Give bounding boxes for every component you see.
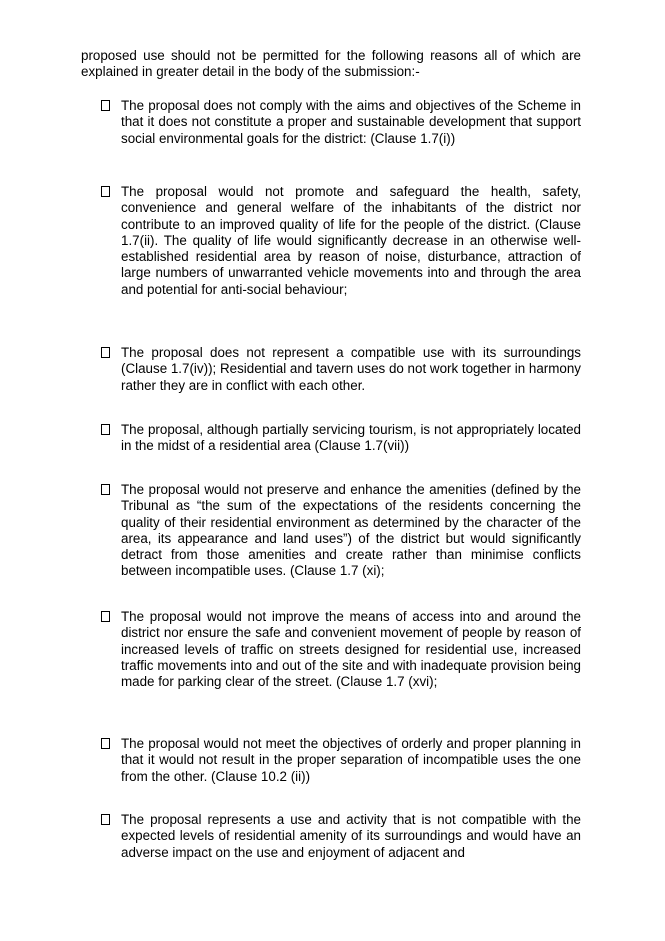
list-item-text: The proposal represents a use and activity that is not compatible with the expected levels of residential amenity of its surroundings and would have an adverse impact on the use and enjoyment of adjacent and [121, 812, 581, 860]
list-item-text: The proposal would not improve the means of access into and around the district nor ensure the safe and convenient movement of people by reason of increased levels of traffic on streets designed for residential use, increased traffic movements into and out of the site and with inadequate provision being made for parking clear of the street. (Clause 1.7 (xvi); [121, 609, 581, 690]
intro-paragraph: proposed use should not be permitted for the following reasons all of which are explained in greater detail in the body of the submission:- [81, 48, 581, 80]
list-item [81, 422, 581, 455]
bullet-box-icon [101, 738, 110, 749]
list-item [81, 345, 581, 394]
bullet-box-icon [101, 186, 110, 197]
list-item [81, 609, 581, 690]
list-item [81, 812, 581, 861]
list-item [81, 482, 581, 580]
list-item-text: The proposal, although partially servicing tourism, is not appropriately located in the midst of a residential area (Clause 1.7(vii)) [121, 422, 581, 454]
bullet-box-icon [101, 484, 110, 495]
list-item-text: The proposal does not represent a compatible use with its surroundings (Clause 1.7(iv)); Residential and tavern uses do not work together in harmony rather they are in conflict with each other. [121, 345, 581, 393]
bullet-box-icon [101, 100, 110, 111]
list-item-text: The proposal does not comply with the aims and objectives of the Scheme in that it does not constitute a proper and sustainable development that support social environmental goals for the district: (Clause 1.7(i)) [121, 98, 581, 146]
list-item-text: The proposal would not promote and safeguard the health, safety, convenience and general welfare of the inhabitants of the district nor contribute to an improved quality of life for the people of the district. (Clause 1.7(ii). The quality of life would significantly decrease in an otherwise well-established residential area by reason of noise, disturbance, attraction of large numbers of unwarranted vehicle movements into and through the area and potential for anti-social behaviour; [121, 184, 581, 297]
bullet-box-icon [101, 814, 110, 825]
list-item [81, 736, 581, 785]
list-item [81, 184, 581, 298]
bullet-box-icon [101, 424, 110, 435]
list-item [81, 98, 581, 147]
list-item-text: The proposal would not preserve and enhance the amenities (defined by the Tribunal as “the sum of the expectations of the residents concerning the quality of their residential environment as determined by the character of the area, its appearance and land uses”) of the district but would significantly detract from those amenities and create rather than minimise conflicts between incompatible uses. (Clause 1.7 (xi); [121, 482, 581, 579]
bullet-box-icon [101, 347, 110, 358]
bullet-box-icon [101, 611, 110, 622]
list-item-text: The proposal would not meet the objectives of orderly and proper planning in that it would not result in the proper separation of incompatible uses the one from the other. (Clause 10.2 (ii)) [121, 736, 581, 784]
